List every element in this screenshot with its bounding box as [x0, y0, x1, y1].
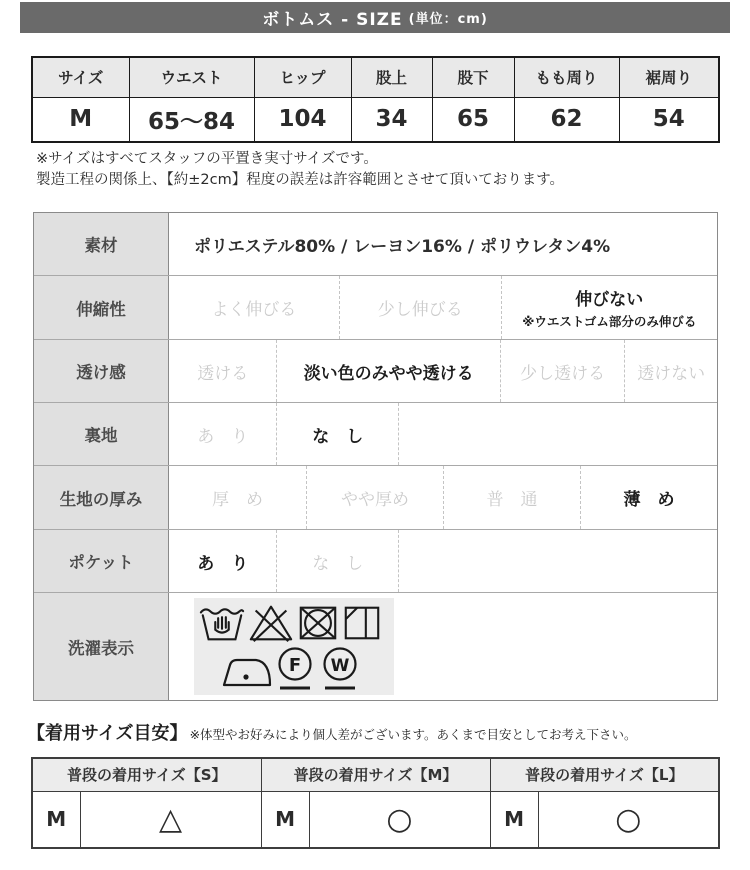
page-title-bar	[20, 2, 730, 33]
pocket-option-yes: あ り	[197, 553, 249, 574]
material-value: ポリエステル80% / レーヨン16% / ポリウレタン4%	[194, 236, 611, 257]
spec-label-sheerness: 透け感	[34, 340, 169, 402]
stretch-option-note: ※ウエストゴム部分のみ伸びる	[522, 314, 697, 329]
dry-clean-petroleum-gentle-icon	[273, 645, 317, 691]
size-note-line2: 製造工程の関係上、【約±2cm】程度の誤差は許容範囲とさせて頂いております。	[36, 172, 565, 188]
thickness-option-thin: 薄 め	[580, 466, 717, 529]
thickness-option-normal: 普 通	[443, 466, 580, 529]
size-notes	[36, 149, 564, 191]
fit-header-l: 普段の着用サイズ【L】	[490, 758, 719, 791]
lining-option-spacer	[398, 403, 717, 465]
size-header-size: サイズ	[32, 57, 129, 97]
sheer-option-slight: 少し透ける	[500, 340, 624, 402]
size-table-header-row	[32, 57, 719, 97]
sheer-option-none: 透けない	[624, 340, 717, 402]
size-note-line1: ※サイズはすべてスタッフの平置き実寸サイズです。	[36, 151, 378, 167]
size-value-hip: 104	[254, 97, 351, 142]
svg-text:F: F	[288, 655, 302, 676]
size-value-hem: 54	[619, 97, 719, 142]
fit-guide-title: 【着用サイズ目安】	[27, 723, 188, 744]
thickness-option-thick: 厚 め	[212, 490, 263, 510]
size-header-inseam: 股下	[432, 57, 514, 97]
spec-label-laundry: 洗濯表示	[34, 593, 169, 700]
stretch-option-slight: 少し伸びる	[339, 276, 501, 339]
size-value-rise: 34	[351, 97, 432, 142]
fit-table-header-row	[32, 758, 719, 791]
fit-symbol-l: ○	[538, 791, 719, 848]
pocket-option-spacer	[398, 530, 717, 592]
size-table	[31, 56, 720, 143]
hand-wash-icon	[198, 602, 246, 644]
fit-size-m: M	[261, 791, 309, 848]
spec-row-thickness	[34, 466, 717, 530]
spec-row-sheerness	[34, 340, 717, 403]
spec-label-stretch: 伸縮性	[34, 276, 169, 339]
fit-guide-table	[31, 757, 720, 849]
lining-option-yes: あ り	[197, 426, 249, 447]
do-not-bleach-icon	[247, 602, 295, 644]
sheer-option-sheer: 透ける	[197, 363, 249, 384]
fit-table-value-row	[32, 791, 719, 848]
size-value-inseam: 65	[432, 97, 514, 142]
size-header-waist: ウエスト	[129, 57, 254, 97]
size-header-thigh: もも周り	[514, 57, 619, 97]
size-header-hem: 裾周り	[619, 57, 719, 97]
fit-header-s: 普段の着用サイズ【S】	[32, 758, 261, 791]
fit-size-l: M	[490, 791, 538, 848]
spec-table	[33, 212, 718, 701]
fit-guide-note: ※体型やお好みにより個人差がございます。あくまで目安としてお考え下さい。	[189, 727, 637, 742]
page-title: ボトムス - SIZE	[262, 10, 403, 30]
stretch-option-none-label: 伸びない	[575, 290, 644, 310]
thickness-option-slightly-thick: やや厚め	[306, 466, 443, 529]
fit-size-s: M	[32, 791, 80, 848]
size-value-thigh: 62	[514, 97, 619, 142]
size-header-hip: ヒップ	[254, 57, 351, 97]
lining-option-no: な し	[276, 403, 398, 465]
do-not-tumble-dry-icon	[296, 602, 340, 644]
spec-label-material: 素材	[34, 213, 169, 275]
iron-low-heat-icon	[222, 649, 272, 691]
unit-label: (単位：cm)	[408, 12, 488, 27]
fit-symbol-s: △	[80, 791, 261, 848]
stretch-option-none	[501, 276, 717, 339]
spec-label-lining: 裏地	[34, 403, 169, 465]
fit-symbol-m: ○	[309, 791, 490, 848]
pocket-option-no: な し	[276, 530, 398, 592]
laundry-symbols-panel	[194, 598, 394, 695]
spec-label-thickness: 生地の厚み	[34, 466, 169, 529]
sheer-option-light-colors: 淡い色のみやや透ける	[276, 340, 500, 402]
size-value-size: M	[32, 97, 129, 142]
shade-hang-dry-icon	[341, 602, 383, 644]
spec-row-stretch	[34, 276, 717, 340]
fit-guide-heading	[27, 719, 637, 745]
stretch-option-high: よく伸びる	[211, 300, 297, 320]
spec-row-lining	[34, 403, 717, 466]
spec-row-pocket	[34, 530, 717, 593]
wet-clean-gentle-icon	[318, 645, 362, 691]
spec-row-laundry	[34, 593, 717, 700]
size-header-rise: 股上	[351, 57, 432, 97]
svg-text:W: W	[330, 656, 350, 676]
fit-header-m: 普段の着用サイズ【M】	[261, 758, 490, 791]
spec-row-material	[34, 213, 717, 276]
size-value-waist: 65〜84	[129, 97, 254, 142]
size-table-value-row	[32, 97, 719, 142]
spec-label-pocket: ポケット	[34, 530, 169, 592]
